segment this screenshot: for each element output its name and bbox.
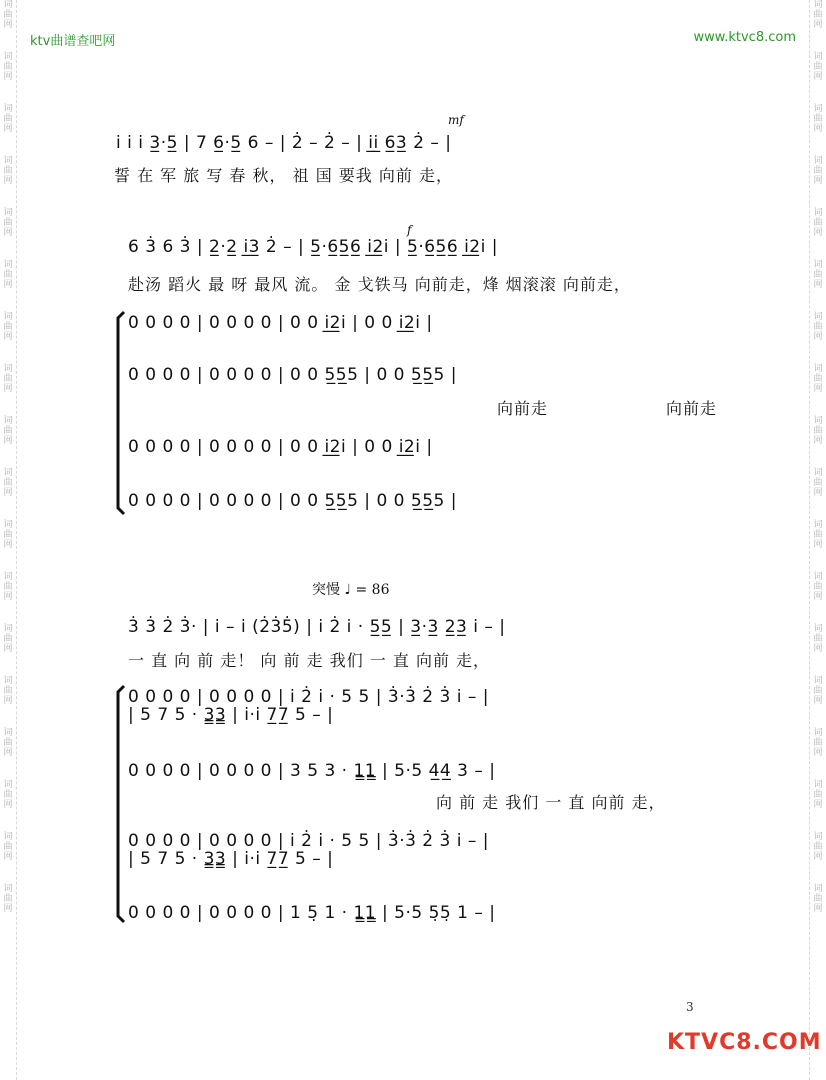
side-strip-text: 词曲网 bbox=[3, 624, 13, 654]
side-strip-text: 词曲网 bbox=[813, 364, 823, 394]
side-strip-text: 词曲网 bbox=[3, 780, 13, 810]
dynamic-mf: mf bbox=[448, 113, 464, 127]
system3-lyrics-second: 向 前 走 我们 一 直 向前 走， bbox=[436, 793, 666, 812]
system1-lyrics: 誓 在 军 旅 写 春 秋， 祖 国 要我 向前 走， bbox=[114, 166, 453, 185]
page-number: 3 bbox=[686, 1000, 694, 1014]
system2-row-2: 0 0 0 0 | 0 0 0 0 | 0 0 i̲2̲i | 0 0 i̲2̲i | bbox=[128, 313, 433, 333]
side-strip-text: 词曲网 bbox=[3, 208, 13, 238]
side-strip-text: 词曲网 bbox=[3, 572, 13, 602]
system3-row-3: | 5 7 5 · 3̳3̳ | i·i 7̲7̲ 5 – | bbox=[128, 705, 334, 725]
side-strip-text: 词曲网 bbox=[3, 0, 13, 30]
system2-row-4: 0 0 0 0 | 0 0 0 0 | 0 0 i̲2̲i | 0 0 i̲2̲i | bbox=[128, 437, 433, 457]
system2-lyrics-main: 赴汤 蹈火 最 呀 最风 流。 金 戈铁马 向前走，烽 烟滚滚 向前走， bbox=[128, 275, 631, 294]
side-strip-text: 词曲网 bbox=[813, 624, 823, 654]
side-strip-text: 词曲网 bbox=[813, 156, 823, 186]
side-strip-text: 词曲网 bbox=[813, 884, 823, 914]
side-strip-text: 词曲网 bbox=[813, 780, 823, 810]
system2-row-5: 0 0 0 0 | 0 0 0 0 | 0 0 5̲5̲5 | 0 0 5̲5̲5 | bbox=[128, 491, 457, 511]
side-strip-text: 词曲网 bbox=[3, 312, 13, 342]
side-strip-text: 词曲网 bbox=[813, 520, 823, 550]
system2-row-3: 0 0 0 0 | 0 0 0 0 | 0 0 5̲5̲5 | 0 0 5̲5̲5 | bbox=[128, 365, 457, 385]
tempo-marking: 突慢 ♩ = 86 bbox=[312, 582, 390, 598]
side-strip-text: 词曲网 bbox=[813, 0, 823, 30]
side-strip-text: 词曲网 bbox=[3, 104, 13, 134]
side-strip-text: 词曲网 bbox=[813, 104, 823, 134]
side-strip-text: 词曲网 bbox=[3, 364, 13, 394]
side-strip-text: 词曲网 bbox=[3, 520, 13, 550]
system2-echo-lyric-1: 向前走 bbox=[497, 399, 549, 418]
side-strip-text: 词曲网 bbox=[3, 468, 13, 498]
system3-lyrics-main: 一 直 向 前 走！ 向 前 走 我们 一 直 向前 走， bbox=[128, 651, 491, 670]
system3-row-1: 3̇ 3̇ 2̇ 3̇· | i – i (2̇3̇5̇) | i 2̇ i · 5̲5̲ | 3̲·3̲ 2̲3̲ i – | bbox=[128, 617, 506, 637]
system1-notes: i i i 3̲·5̲ | 7 6̲·5̲ 6 – | 2̇ – 2̇ – | i̲i̲ 6̲3̲ 2̇ – | bbox=[116, 133, 452, 153]
site-url-link[interactable]: www.ktvc8.com bbox=[693, 30, 796, 45]
system3-row-6: | 5 7 5 · 3̳3̳ | i·i 7̲7̲ 5 – | bbox=[128, 849, 334, 869]
system3-row-4: 0 0 0 0 | 0 0 0 0 | 3 5 3 · 1̳1̳ | 5·5 4̲4̲ 3 – | bbox=[128, 761, 496, 781]
system2-bracket bbox=[118, 312, 124, 514]
side-strip-text: 词曲网 bbox=[813, 468, 823, 498]
system2-row-1: 6 3̇ 6 3̇ | 2̲·2̲ i̲3̲ 2̇ – | 5̲·6̲5̲6̲ i̲2̲i | 5̲·6̲5̲6̲ i̲2̲i | bbox=[128, 237, 498, 257]
system3-row-2: 0 0 0 0 | 0 0 0 0 | i 2̇ i · 5 5 | 3̇·3̇ 2̇ 3̇ i – | bbox=[128, 687, 490, 707]
side-strip-text: 词曲网 bbox=[3, 416, 13, 446]
system2-echo-lyric-2: 向前走 bbox=[666, 399, 718, 418]
system3-row-7: 0 0 0 0 | 0 0 0 0 | 1 5̣ 1 · 1̳1̳ | 5·5 5̣5̣ 1 – | bbox=[128, 903, 496, 923]
site-name-link[interactable]: ktv曲谱查吧网 bbox=[30, 34, 116, 49]
side-strip-text: 词曲网 bbox=[813, 312, 823, 342]
side-strip-text: 词曲网 bbox=[813, 52, 823, 82]
side-strip-text: 词曲网 bbox=[813, 676, 823, 706]
side-strip-text: 词曲网 bbox=[813, 572, 823, 602]
system3-bracket bbox=[118, 686, 124, 922]
side-strip-text: 词曲网 bbox=[3, 728, 13, 758]
side-strip-text: 词曲网 bbox=[3, 156, 13, 186]
side-strip-text: 词曲网 bbox=[813, 260, 823, 290]
side-strip-text: 词曲网 bbox=[813, 728, 823, 758]
side-strip-text: 词曲网 bbox=[813, 416, 823, 446]
side-strip-text: 词曲网 bbox=[3, 884, 13, 914]
system3-row-5: 0 0 0 0 | 0 0 0 0 | i 2̇ i · 5 5 | 3̇·3̇ 2̇ 3̇ i – | bbox=[128, 831, 490, 851]
side-strip-text: 词曲网 bbox=[3, 52, 13, 82]
side-strip-text: 词曲网 bbox=[3, 260, 13, 290]
dynamic-f: f bbox=[407, 223, 412, 237]
ktvc8-logo: KTVC8.COM bbox=[667, 1030, 822, 1055]
side-strip-text: 词曲网 bbox=[3, 832, 13, 862]
side-strip-text: 词曲网 bbox=[813, 832, 823, 862]
side-strip-text: 词曲网 bbox=[3, 676, 13, 706]
side-strip-text: 词曲网 bbox=[813, 208, 823, 238]
